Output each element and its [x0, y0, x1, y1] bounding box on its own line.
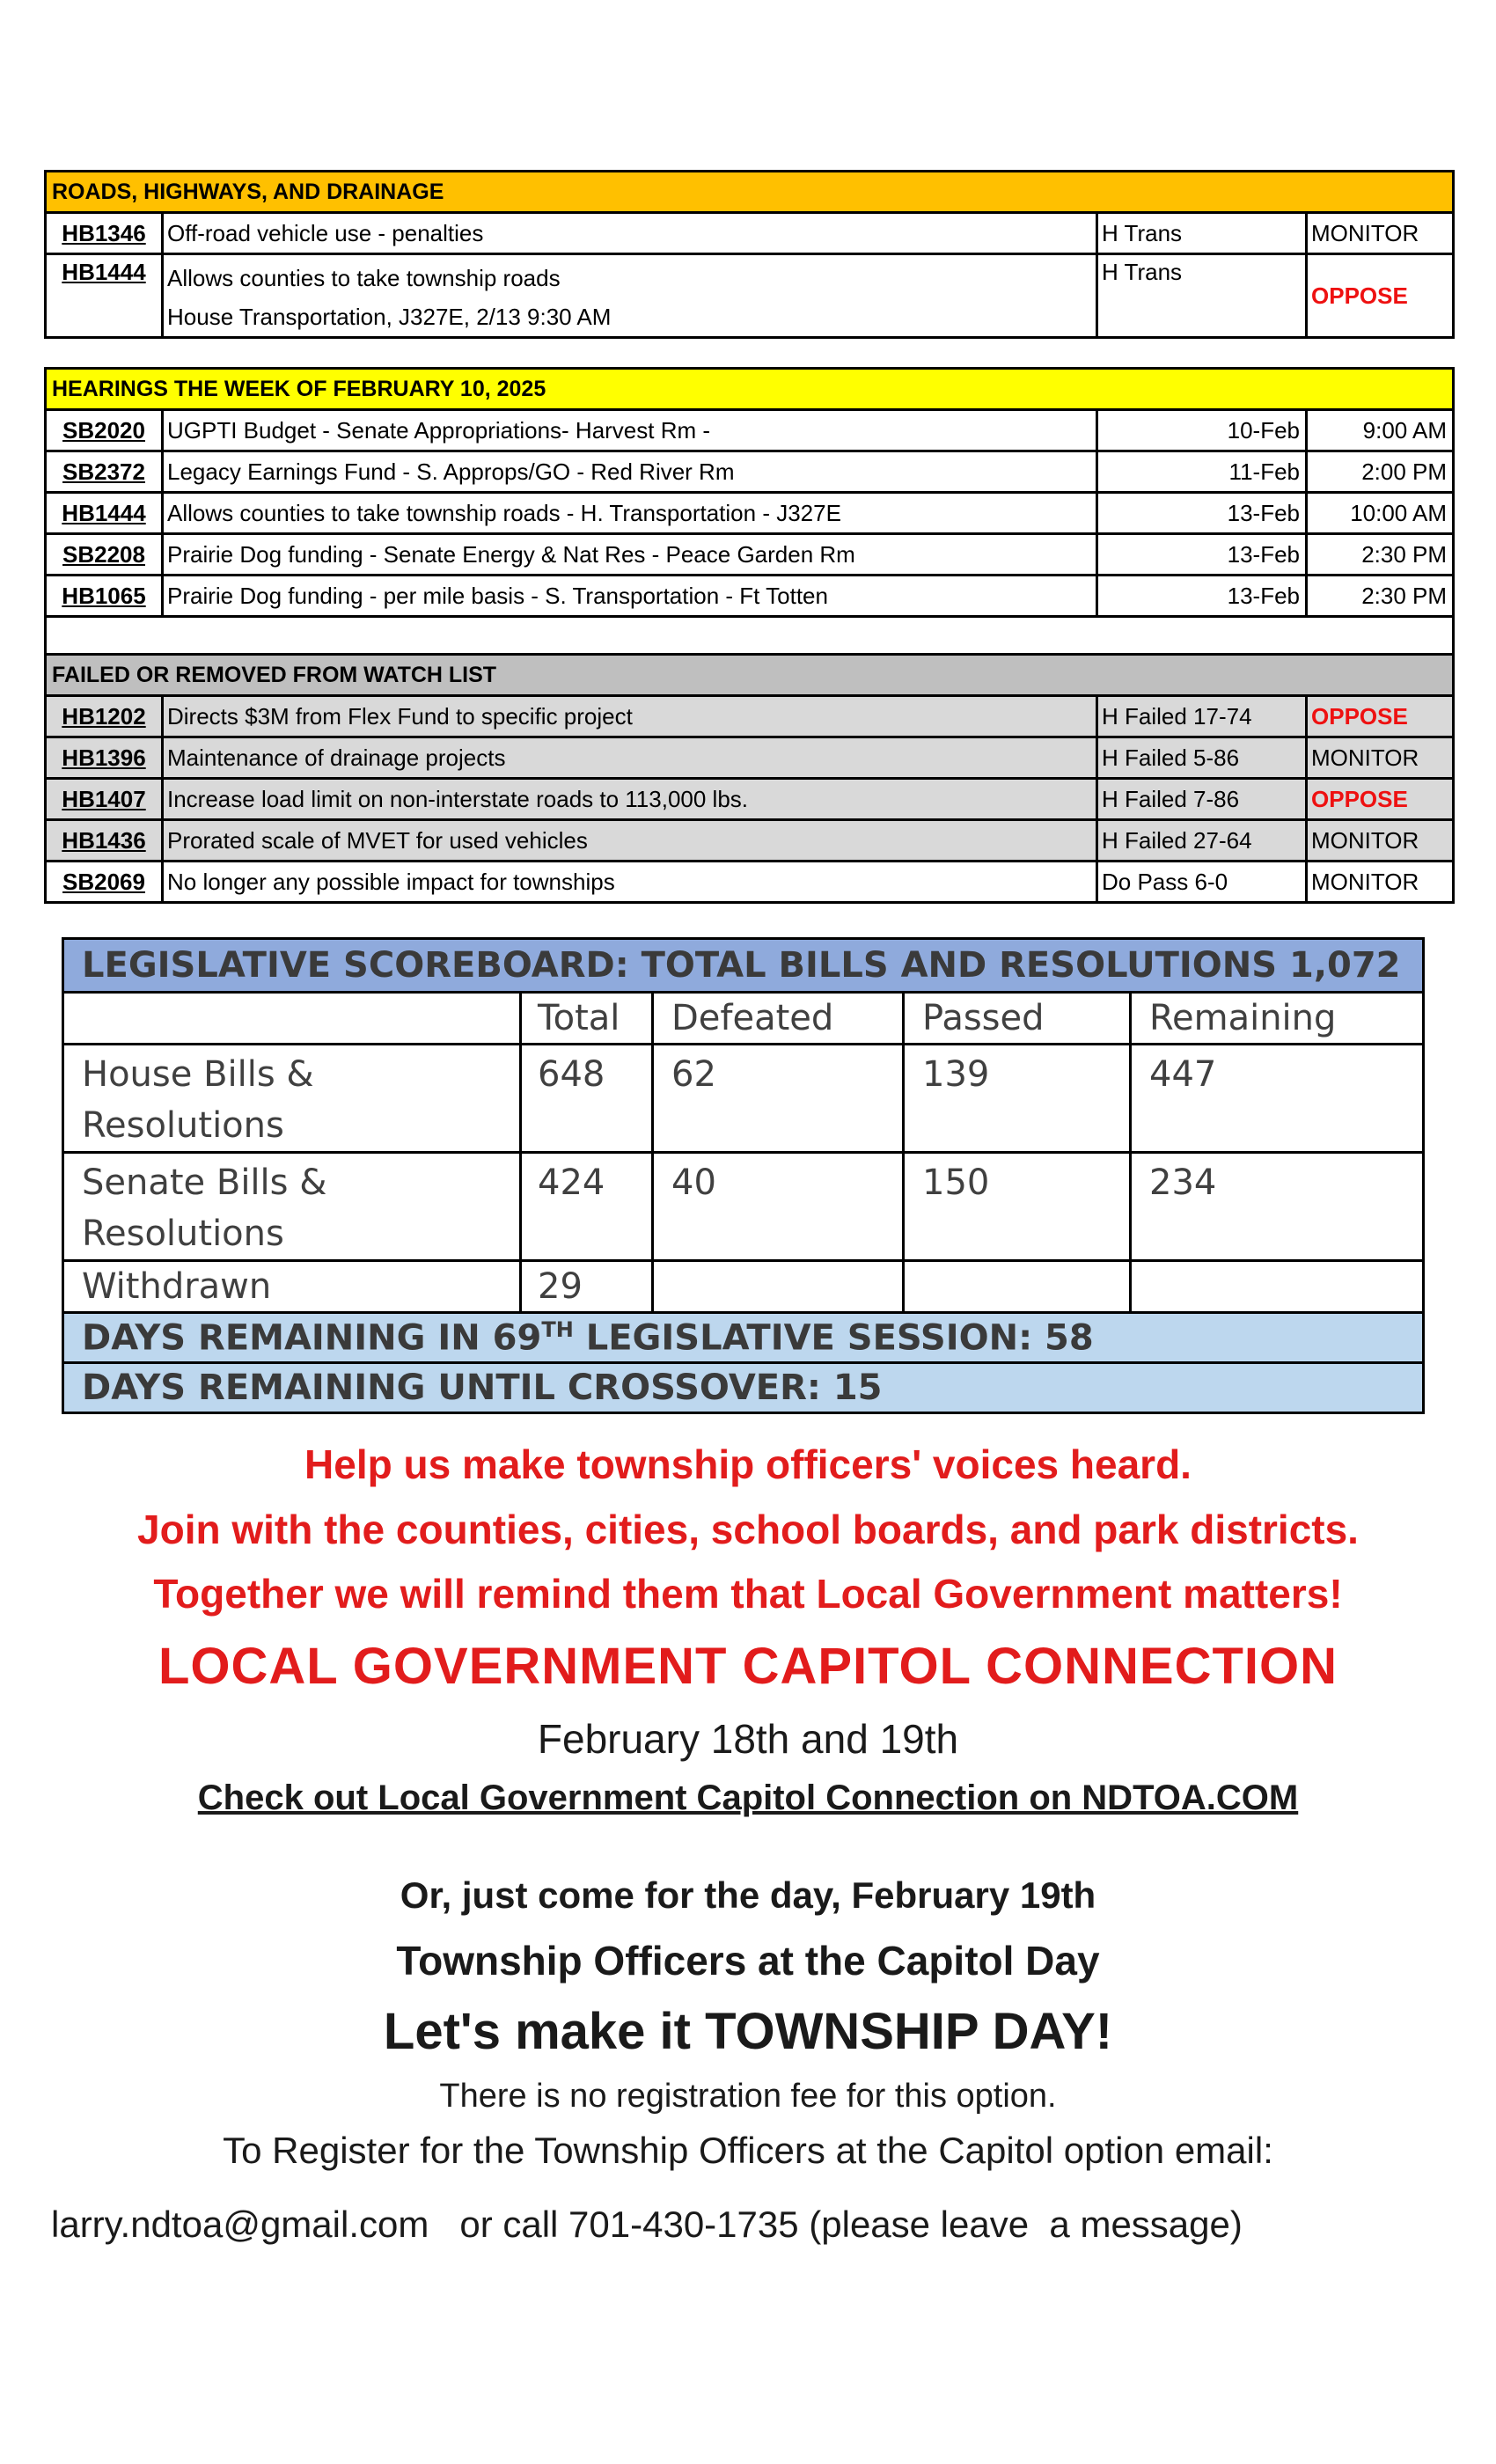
bill-link[interactable]: HB1346 [46, 213, 163, 254]
passed-value: 150 [904, 1153, 1131, 1261]
days-session-text-end: LEGISLATIVE SESSION: 58 [573, 1317, 1094, 1359]
contact-info[interactable]: larry.ndtoa@gmail.com or call 701-430-1735 (please leave a message) [51, 2204, 1243, 2245]
register-instructions: To Register for the Township Officers at the Capitol option email: [223, 2130, 1273, 2171]
table-row [46, 213, 1454, 254]
bill-description-cell [163, 254, 1097, 338]
bill-link[interactable]: SB2208 [46, 534, 163, 576]
bill-position: MONITOR [1307, 862, 1454, 903]
hearing-date: 13-Feb [1097, 576, 1307, 617]
hearing-description: UGPTI Budget - Senate Appropriations- Harvest Rm - [163, 410, 1097, 451]
scoreboard-column-headers [63, 993, 1424, 1045]
hearing-time: 2:00 PM [1307, 451, 1454, 493]
row-label: Withdrawn [63, 1261, 521, 1313]
bill-description: Allows counties to take township roads [167, 265, 561, 291]
scoreboard-title: LEGISLATIVE SCOREBOARD: TOTAL BILLS AND RESOLUTIONS 1,072 [63, 939, 1424, 993]
days-session-text: DAYS REMAINING IN 69 [82, 1317, 542, 1359]
township-day: Let's make it TOWNSHIP DAY! [383, 2003, 1113, 2060]
bill-position: OPPOSE [1307, 779, 1454, 820]
table-row [46, 493, 1454, 534]
bill-link[interactable]: HB1202 [46, 696, 163, 737]
total-value: 648 [521, 1045, 653, 1153]
bill-status: H Failed 17-74 [1097, 696, 1307, 737]
total-value: 29 [521, 1261, 653, 1313]
bill-link[interactable]: SB2069 [46, 862, 163, 903]
table-row [46, 410, 1454, 451]
blank-header-cell [63, 993, 521, 1045]
table-row [46, 534, 1454, 576]
bill-link[interactable]: HB1444 [46, 493, 163, 534]
blank-cell [46, 617, 1454, 655]
column-header: Passed [904, 993, 1131, 1045]
days-remaining-crossover: DAYS REMAINING UNTIL CROSSOVER: 15 [63, 1363, 1424, 1413]
promo-line-1: Help us make township officers' voices heard. [304, 1441, 1192, 1487]
bill-link[interactable]: HB1396 [46, 737, 163, 779]
day-option: Or, just come for the day, February 19th [400, 1874, 1096, 1916]
days-remaining-session [63, 1313, 1424, 1363]
row-label-line: Resolutions [82, 1214, 284, 1254]
bill-committee: H Trans [1097, 213, 1307, 254]
bill-position: MONITOR [1307, 820, 1454, 862]
bill-status: H Failed 5-86 [1097, 737, 1307, 779]
column-header: Remaining [1131, 993, 1424, 1045]
hearing-date: 11-Feb [1097, 451, 1307, 493]
bill-link[interactable]: HB1444 [46, 254, 163, 338]
scoreboard-table [62, 937, 1425, 1414]
roads-header: ROADS, HIGHWAYS, AND DRAINAGE [46, 172, 1454, 213]
table-row [46, 451, 1454, 493]
bill-description: No longer any possible impact for townships [163, 862, 1097, 903]
bill-link[interactable]: SB2372 [46, 451, 163, 493]
days-session-superscript: TH [541, 1316, 574, 1342]
hearing-time: 10:00 AM [1307, 493, 1454, 534]
hearing-description: Prairie Dog funding - per mile basis - S. Transportation - Ft Totten [163, 576, 1097, 617]
hearing-time: 2:30 PM [1307, 576, 1454, 617]
bill-position: MONITOR [1307, 737, 1454, 779]
scoreboard-row [63, 1261, 1424, 1313]
scoreboard-row [63, 1045, 1424, 1153]
row-label [63, 1153, 521, 1261]
table-row [46, 254, 1454, 338]
bill-status: H Failed 27-64 [1097, 820, 1307, 862]
bill-link[interactable]: SB2020 [46, 410, 163, 451]
column-header: Total [521, 993, 653, 1045]
row-label-line: House Bills & [82, 1054, 314, 1095]
total-value: 424 [521, 1153, 653, 1261]
table-row [46, 779, 1454, 820]
hearings-table [44, 367, 1455, 904]
defeated-value: 40 [653, 1153, 904, 1261]
bill-description: Off-road vehicle use - penalties [163, 213, 1097, 254]
bill-link[interactable]: HB1436 [46, 820, 163, 862]
hearing-date: 10-Feb [1097, 410, 1307, 451]
no-fee-note: There is no registration fee for this option. [439, 2078, 1057, 2115]
bill-position: OPPOSE [1307, 254, 1454, 338]
hearing-date: 13-Feb [1097, 493, 1307, 534]
table-row [46, 820, 1454, 862]
scoreboard-row [63, 1153, 1424, 1261]
event-title: LOCAL GOVERNMENT CAPITOL CONNECTION [158, 1638, 1338, 1695]
day-name: Township Officers at the Capitol Day [396, 1938, 1100, 1984]
remaining-value: 447 [1131, 1045, 1424, 1153]
table-row [46, 696, 1454, 737]
bill-description: Prorated scale of MVET for used vehicles [163, 820, 1097, 862]
bill-description: Directs $3M from Flex Fund to specific project [163, 696, 1097, 737]
hearing-description: Legacy Earnings Fund - S. Approps/GO - Red River Rm [163, 451, 1097, 493]
bill-position: MONITOR [1307, 213, 1454, 254]
hearing-note: House Transportation, J327E, 2/13 9:30 AM [167, 304, 612, 330]
failed-header: FAILED OR REMOVED FROM WATCH LIST [46, 655, 1454, 696]
passed-value [904, 1261, 1131, 1313]
remaining-value: 234 [1131, 1153, 1424, 1261]
table-row [46, 576, 1454, 617]
bill-status: Do Pass 6-0 [1097, 862, 1307, 903]
spacer-row [46, 617, 1454, 655]
ndtoa-link[interactable]: Check out Local Government Capitol Connection on NDTOA.COM [197, 1778, 1299, 1817]
defeated-value [653, 1261, 904, 1313]
bill-link[interactable]: HB1065 [46, 576, 163, 617]
bill-description: Increase load limit on non-interstate roads to 113,000 lbs. [163, 779, 1097, 820]
promo-line-2: Join with the counties, cities, school boards, and park districts. [137, 1507, 1359, 1552]
hearing-date: 13-Feb [1097, 534, 1307, 576]
hearing-description: Prairie Dog funding - Senate Energy & Nat Res - Peace Garden Rm [163, 534, 1097, 576]
bill-position: OPPOSE [1307, 696, 1454, 737]
hearings-header: HEARINGS THE WEEK OF FEBRUARY 10, 2025 [46, 369, 1454, 410]
hearing-time: 9:00 AM [1307, 410, 1454, 451]
event-dates: February 18th and 19th [537, 1716, 959, 1762]
row-label-line: Resolutions [82, 1105, 284, 1146]
hearing-description: Allows counties to take township roads - H. Transportation - J327E [163, 493, 1097, 534]
defeated-value: 62 [653, 1045, 904, 1153]
row-label-line: Senate Bills & [82, 1162, 327, 1203]
row-label [63, 1045, 521, 1153]
column-header: Defeated [653, 993, 904, 1045]
roads-table [44, 170, 1455, 339]
remaining-value [1131, 1261, 1424, 1313]
passed-value: 139 [904, 1045, 1131, 1153]
bill-description: Maintenance of drainage projects [163, 737, 1097, 779]
table-row [46, 862, 1454, 903]
bill-committee: H Trans [1097, 254, 1307, 338]
bill-status: H Failed 7-86 [1097, 779, 1307, 820]
hearing-time: 2:30 PM [1307, 534, 1454, 576]
bill-link[interactable]: HB1407 [46, 779, 163, 820]
table-row [46, 737, 1454, 779]
promo-line-3: Together we will remind them that Local Government matters! [153, 1571, 1343, 1617]
